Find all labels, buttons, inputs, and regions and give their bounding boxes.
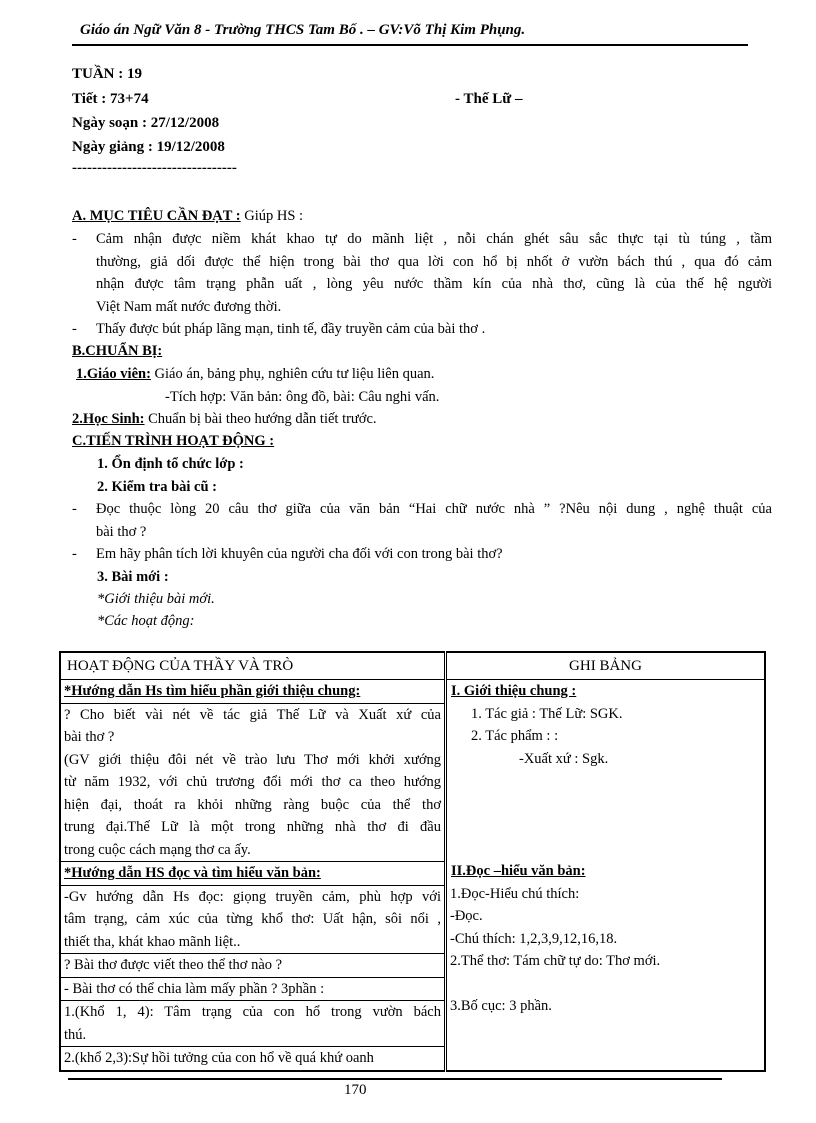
left-text-line: từ năm 1932, với chủ trương đổi mới thơ ca theo hướng bbox=[64, 774, 441, 790]
step-1: 1. Ổn định tổ chức lớp : bbox=[97, 456, 244, 472]
bullet-dash: - bbox=[72, 231, 77, 247]
board-item: -Xuất xứ : Sgk. bbox=[519, 750, 609, 767]
left-text-line: bài thơ ? bbox=[64, 729, 115, 745]
teacher-text: Giáo án, bảng phụ, nghiên cứu tư liệu liên quan. bbox=[150, 366, 435, 382]
teacher-integration: -Tích hợp: Văn bản: ông đồ, bài: Câu nghi vấn. bbox=[165, 389, 440, 405]
student-text: Chuẩn bị bài theo hướng dẫn tiết trước. bbox=[144, 411, 377, 427]
step-3: 3. Bài mới : bbox=[97, 569, 169, 585]
review-question-2: Em hãy phân tích lời khuyên của người cha đối với con trong bài thơ? bbox=[96, 546, 503, 562]
question-line: ? Bài thơ được viết theo thể thơ nào ? bbox=[61, 954, 444, 978]
left-text-line: thú. bbox=[61, 1024, 444, 1048]
left-text-line: (GV giới thiệu đôi nét về trào lưu Thơ mới khởi xướng bbox=[64, 751, 441, 768]
section-guide-heading: *Hướng dẫn Hs tìm hiểu phần giới thiệu chung: bbox=[61, 680, 444, 704]
section-guide-heading: *Hướng dẫn HS đọc và tìm hiểu văn bản: bbox=[61, 862, 444, 886]
bullet-dash: - bbox=[72, 501, 77, 517]
teacher-label: 1.Giáo viên: bbox=[76, 366, 151, 382]
lesson-label: Tiết : 73+74 bbox=[72, 91, 149, 107]
objective-1-line: thường, giả dối được thể hiện trong bài thơ qua lời con hổ bị nhốt ở vườn bách thú , qua đó cảm bbox=[96, 253, 772, 270]
section-b-heading: B.CHUẨN BỊ: bbox=[72, 343, 163, 359]
left-text-line: tâm trạng, cảm xúc của từng khổ thơ: Uất hận, sôi nổi , bbox=[64, 911, 441, 927]
review-question-line: bài thơ ? bbox=[96, 523, 147, 540]
left-text-line: - Bài thơ có thể chia làm mấy phần ? 3phần : bbox=[61, 978, 444, 1002]
objective-1 bbox=[96, 228, 772, 318]
left-text-line: 1.(Khổ 1, 4): Tâm trạng của con hổ trong vườn bách bbox=[64, 1004, 441, 1020]
student-label: 2.Học Sinh: bbox=[72, 411, 145, 427]
board-column bbox=[446, 652, 766, 1071]
column-header-left: HOẠT ĐỘNG CỦA THẦY VÀ TRÒ bbox=[61, 653, 444, 680]
objective-1-line: Việt Nam mất nước đương thời. bbox=[96, 298, 282, 315]
board-text-line: -Chú thích: 1,2,3,9,12,16,18. bbox=[450, 930, 618, 947]
board-text-line bbox=[447, 770, 764, 793]
page-number: 170 bbox=[344, 1082, 367, 1098]
board-item: 2. Tác phẩm : : bbox=[471, 728, 559, 744]
board-text-line bbox=[447, 815, 764, 838]
column-header-right: GHI BẢNG bbox=[447, 653, 764, 680]
activity-table bbox=[59, 651, 766, 1072]
board-text-line bbox=[447, 973, 764, 996]
author-label: - Thế Lữ – bbox=[455, 91, 523, 107]
section-a-suffix: Giúp HS : bbox=[240, 208, 304, 224]
left-text-line: trung đại.Thế Lữ là một trong những nhà thơ đi đầu bbox=[64, 819, 441, 835]
teach-date: Ngày giảng : 19/12/2008 bbox=[72, 139, 225, 155]
objective-1-line: nhận được tâm trạng phẫn uất , lòng yêu nước thầm kín của nhà thơ, cũng là của thế hệ người bbox=[96, 276, 772, 292]
left-column-body bbox=[61, 680, 444, 1070]
page-header: Giáo án Ngữ Văn 8 - Trường THCS Tam Bố . – GV:Võ Thị Kim Phụng. bbox=[80, 22, 526, 38]
footer-rule bbox=[68, 1078, 722, 1080]
board-heading: II.Đọc –hiểu văn bản: bbox=[451, 863, 586, 879]
objective-2: Thấy được bút pháp lãng mạn, tinh tế, đầy truyền cảm của bài thơ . bbox=[96, 321, 486, 337]
prepare-date: Ngày soạn : 27/12/2008 bbox=[72, 115, 220, 131]
board-text-line bbox=[447, 793, 764, 816]
left-text-line: thiết tha, khát khao mãnh liệt.. bbox=[61, 931, 444, 955]
board-heading: I. Giới thiệu chung : bbox=[451, 683, 577, 699]
student-prep bbox=[72, 408, 377, 431]
activities-note: *Các hoạt động: bbox=[97, 613, 195, 629]
header-rule bbox=[72, 44, 748, 46]
separator-line: --------------------------------- bbox=[72, 160, 237, 176]
board-text-line: 1.Đọc-Hiểu chú thích: bbox=[450, 885, 580, 902]
section-a-heading: A. MỤC TIÊU CẦN ĐẠT : bbox=[72, 208, 241, 224]
board-text-line: -Đọc. bbox=[450, 908, 483, 924]
objective-1-line: Cảm nhận được niềm khát khao tự do mãnh liệt , nỗi chán ghét sâu sắc thực tại tù túng , tầm bbox=[96, 231, 772, 247]
bullet-dash: - bbox=[72, 546, 77, 562]
board-text-line: 2.Thể thơ: Tám chữ tự do: Thơ mới. bbox=[450, 953, 661, 969]
section-a-title bbox=[72, 205, 303, 228]
board-text-line bbox=[447, 1040, 764, 1063]
left-text-line: trong cuộc cách mạng thơ ca ấy. bbox=[61, 839, 444, 863]
review-question-1 bbox=[96, 498, 772, 543]
left-text-line: -Gv hướng dẫn Hs đọc: giọng truyền cảm, phù hợp với bbox=[64, 888, 441, 905]
right-column-body bbox=[447, 680, 764, 1063]
board-text-line bbox=[447, 1018, 764, 1041]
step-2: 2. Kiểm tra bài cũ : bbox=[97, 479, 218, 495]
section-c-heading: C.TIẾN TRÌNH HOẠT ĐỘNG : bbox=[72, 433, 275, 449]
board-text-line bbox=[447, 838, 764, 861]
teacher-student-column bbox=[60, 652, 446, 1071]
left-text-line: hiện đại, thoát ra khỏi những ràng buộc của thể thơ bbox=[64, 796, 441, 813]
review-question-line: Đọc thuộc lòng 20 câu thơ giữa của văn bản “Hai chữ nước nhà ” ?Nêu nội dung , nghệ thuật của bbox=[96, 501, 772, 517]
question-line: ? Cho biết vài nét về tác giả Thế Lữ và Xuất xứ của bbox=[64, 706, 441, 723]
week-label: TUẦN : 19 bbox=[72, 66, 142, 82]
teacher-prep bbox=[76, 363, 434, 386]
bullet-dash: - bbox=[72, 321, 77, 337]
board-item: 1. Tác giả : Thế Lữ: SGK. bbox=[471, 705, 623, 722]
left-text-line: 2.(khổ 2,3):Sự hồi tưởng của con hổ về quá khứ oanh bbox=[64, 1050, 374, 1066]
intro-note: *Giới thiệu bài mới. bbox=[97, 591, 215, 607]
board-text-line: 3.Bố cục: 3 phần. bbox=[450, 998, 552, 1014]
